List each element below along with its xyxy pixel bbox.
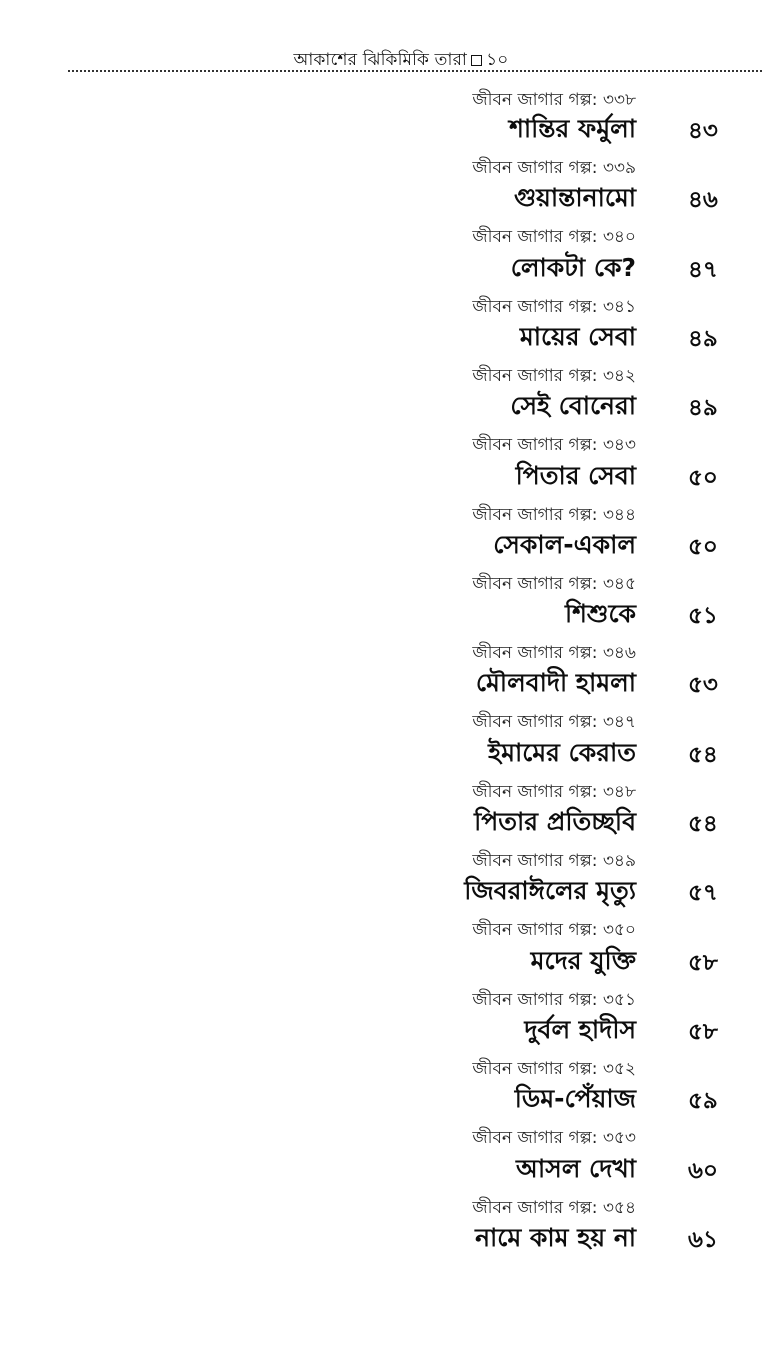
toc-entry-title: লোকটা কে? [510,252,636,282]
toc-entry-title: দুর্বল হাদীস [524,1014,636,1044]
story-number: জীবন জাগার গল্প: ৩৪৫ [472,573,636,594]
story-number: জীবন জাগার গল্প: ৩৪৮ [472,781,636,802]
toc-entry-title: ইমামের কেরাত [488,737,636,767]
toc-entry-page-number: ৪৩ [688,118,718,144]
toc-entry-title: মদের যুক্তি [530,945,636,975]
header-page-number: ১০ [486,50,509,70]
story-number: জীবন জাগার গল্প: ৩৪১ [472,296,636,317]
toc-entry-page-number: ৫৪ [688,741,718,768]
toc-entry-title: জিবরাঈলের মৃত্যু [464,876,636,906]
toc-entry-title: সেই বোনেরা [510,391,636,421]
toc-entry-title: শিশুকে [564,599,636,629]
story-number: জীবন জাগার গল্প: ৩৩৯ [472,158,636,178]
toc-entry-title: ডিম-পেঁয়াজ [514,1084,636,1114]
story-number: জীবন জাগার গল্প: ৩৪৩ [472,435,636,456]
toc-entry-title: পিতার প্রতিচ্ছবি [474,807,636,836]
toc-entry-page-number: ৪৯ [688,395,718,422]
toc-entry-page-number: ৪৭ [688,256,718,283]
story-number: জীবন জাগার গল্প: ৩৫০ [472,920,636,941]
story-number: জীবন জাগার গল্প: ৩৫৪ [472,1197,636,1218]
story-number: জীবন জাগার গল্প: ৩৪২ [472,365,636,386]
toc-entry-page-number: ৪৬ [688,187,718,214]
story-number: জীবন জাগার গল্প: ৩৫৩ [472,1128,636,1149]
story-number: জীবন জাগার গল্প: ৩৪৭ [472,712,636,733]
toc-entry-page-number: ৫৮ [688,1018,718,1045]
toc-entry-page-number: ৬০ [688,1157,718,1184]
toc-entry-title: পিতার সেবা [515,460,636,490]
story-number: জীবন জাগার গল্প: ৩৩৮ [472,90,636,110]
toc-entry-title: নামে কাম হয় না [475,1222,636,1252]
story-number: জীবন জাগার গল্প: ৩৫২ [472,1058,636,1079]
story-number: জীবন জাগার গল্প: ৩৪৪ [472,504,636,525]
toc-entry-page-number: ৬১ [688,1226,718,1253]
toc-entry-title: শান্তির ফর্মুলা [509,114,636,143]
toc-entry-page-number: ৫০ [688,464,718,491]
toc-entry-title: গুয়ান্তানামো [514,183,636,213]
toc-entry-title: মায়ের সেবা [519,321,636,351]
toc-entry-title: আসল দেখা [516,1153,636,1183]
story-number: জীবন জাগার গল্প: ৩৫১ [472,989,636,1010]
square-separator-icon [471,55,482,66]
story-number: জীবন জাগার গল্প: ৩৪৬ [472,643,636,664]
story-number: জীবন জাগার গল্প: ৩৪০ [472,227,636,248]
toc-entry-page-number: ৪৯ [688,325,718,352]
book-title: আকাশের ঝিকিমিকি তারা [293,50,468,70]
toc-entry-page-number: ৫০ [688,533,718,560]
toc-entry-title: মৌলবাদী হামলা [475,668,636,698]
toc-entry-page-number: ৫৮ [688,949,718,976]
toc-entry-page-number: ৫৩ [688,672,718,699]
toc-entry-page-number: ৫৭ [688,880,718,907]
toc-entry-title: সেকাল-একাল [493,529,636,559]
dotted-rule [68,70,762,72]
toc-entry-page-number: ৫১ [688,603,718,630]
story-number: জীবন জাগার গল্প: ৩৪৯ [472,851,636,871]
toc-entry-page-number: ৫৪ [688,811,718,837]
toc-entry-page-number: ৫৯ [688,1088,718,1115]
